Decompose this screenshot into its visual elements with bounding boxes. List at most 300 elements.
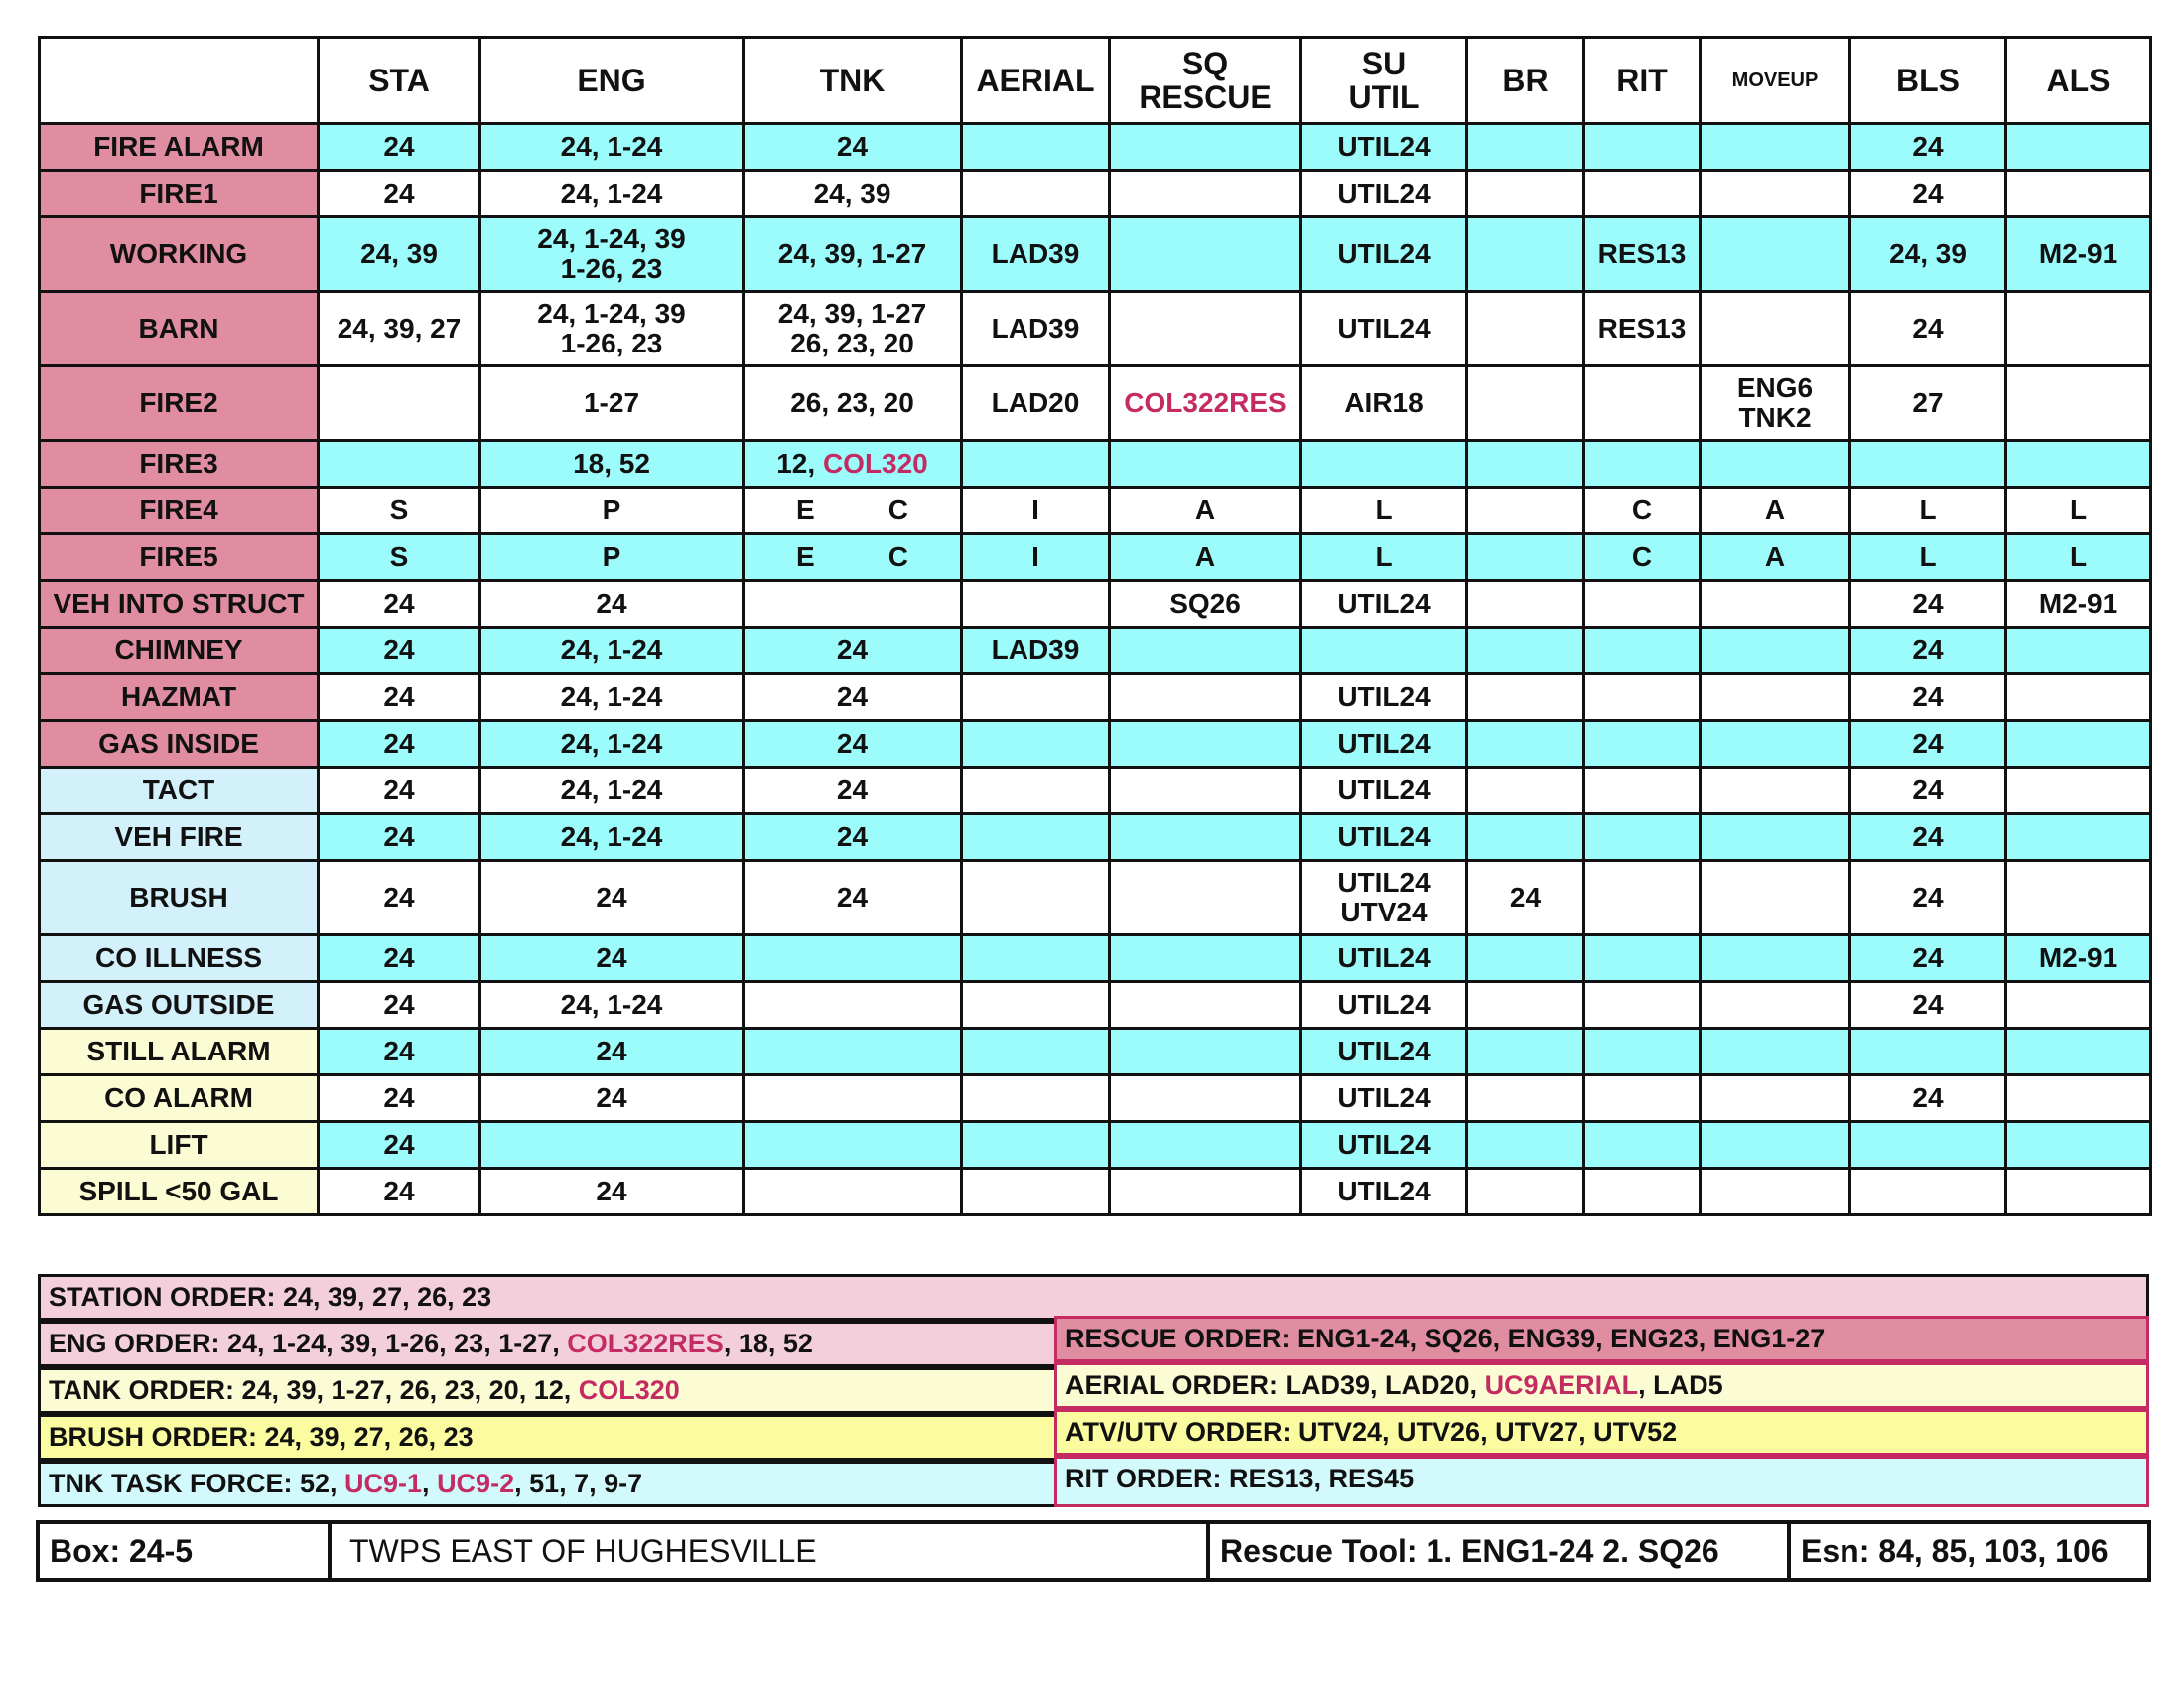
eng-order-text: ENG ORDER: 24, 1-24, 39, 1-26, 23, 1-27, xyxy=(49,1329,568,1358)
row-veh-into-struct xyxy=(40,581,2151,628)
cell-sq xyxy=(1110,1075,1301,1122)
cell-aerial xyxy=(962,1029,1110,1075)
cell-moveup xyxy=(1701,674,1850,721)
dispatch-grid xyxy=(38,36,2152,1216)
cell-eng xyxy=(480,1122,744,1169)
cell-eng: 24, 1-24 xyxy=(480,982,744,1029)
cell-br xyxy=(1467,628,1584,674)
cell-moveup xyxy=(1701,1169,1850,1215)
cell-eng: 24 xyxy=(480,861,744,935)
cell-bls: 24 xyxy=(1850,124,2006,171)
cell-sq xyxy=(1110,1122,1301,1169)
cell-su xyxy=(1301,441,1467,488)
cell-aerial xyxy=(962,441,1110,488)
cell-sq xyxy=(1110,814,1301,861)
cell-als xyxy=(2006,768,2151,814)
row-label: LIFT xyxy=(40,1122,319,1169)
cell-rit xyxy=(1584,441,1701,488)
cell-su: UTIL24 xyxy=(1301,171,1467,217)
row-spill-50-gal xyxy=(40,1169,2151,1215)
cell-bls xyxy=(1850,1122,2006,1169)
cell-sq: A xyxy=(1110,534,1301,581)
row-label: GAS OUTSIDE xyxy=(40,982,319,1029)
cell-bls: 24 xyxy=(1850,814,2006,861)
cell-eng: 1-27 xyxy=(480,366,744,441)
cell-tnk xyxy=(744,1169,962,1215)
cell-rit xyxy=(1584,628,1701,674)
header-su-util: SU UTIL xyxy=(1301,38,1467,124)
row-label: BARN xyxy=(40,292,319,366)
cell-tnk: 24, 39, 1-27 26, 23, 20 xyxy=(744,292,962,366)
cell-br xyxy=(1467,581,1584,628)
cell-tnk-red: COL320 xyxy=(822,448,928,479)
cell-eng: 24, 1-24 xyxy=(480,674,744,721)
cell-bls: 24 xyxy=(1850,628,2006,674)
cell-sq xyxy=(1110,292,1301,366)
header-row xyxy=(40,38,2151,124)
cell-sta: 24, 39 xyxy=(319,217,480,292)
cell-br xyxy=(1467,534,1584,581)
row-brush xyxy=(40,861,2151,935)
cell-br xyxy=(1467,441,1584,488)
header-blank xyxy=(40,38,319,124)
cell-tnk-a: E xyxy=(796,541,815,572)
header-sq-rescue: SQ RESCUE xyxy=(1110,38,1301,124)
cell-eng: 24, 1-24 xyxy=(480,628,744,674)
cell-als xyxy=(2006,982,2151,1029)
row-label: TACT xyxy=(40,768,319,814)
cell-bls: 24 xyxy=(1850,171,2006,217)
cell-rit xyxy=(1584,581,1701,628)
cell-bls: 24 xyxy=(1850,292,2006,366)
cell-br xyxy=(1467,721,1584,768)
cell-sq xyxy=(1110,1029,1301,1075)
header-rit: RIT xyxy=(1584,38,1701,124)
cell-su: UTIL24 xyxy=(1301,1075,1467,1122)
header-tnk: TNK xyxy=(744,38,962,124)
cell-tnk: 24 xyxy=(744,124,962,171)
cell-aerial: LAD39 xyxy=(962,217,1110,292)
cell-su: UTIL24 xyxy=(1301,1029,1467,1075)
cell-bls: 24 xyxy=(1850,861,2006,935)
cell-bls xyxy=(1850,441,2006,488)
cell-rit xyxy=(1584,982,1701,1029)
cell-moveup xyxy=(1701,1029,1850,1075)
cell-sq xyxy=(1110,441,1301,488)
brush-order: BRUSH ORDER: 24, 39, 27, 26, 23 xyxy=(38,1414,1060,1461)
cell-sta xyxy=(319,366,480,441)
row-label: FIRE1 xyxy=(40,171,319,217)
cell-rit xyxy=(1584,935,1701,982)
cell-sta: 24 xyxy=(319,768,480,814)
cell-moveup xyxy=(1701,1122,1850,1169)
tnk-tf-tail: , 51, 7, 9-7 xyxy=(514,1469,643,1498)
tank-order-text: TANK ORDER: 24, 39, 1-27, 26, 23, 20, 12, xyxy=(49,1375,579,1405)
header-sta: STA xyxy=(319,38,480,124)
esn-list: Esn: 84, 85, 103, 106 xyxy=(1801,1533,2109,1569)
cell-su: UTIL24 xyxy=(1301,581,1467,628)
cell-moveup xyxy=(1701,171,1850,217)
row-label: GAS INSIDE xyxy=(40,721,319,768)
cell-moveup xyxy=(1701,768,1850,814)
cell-sq xyxy=(1110,217,1301,292)
cell-moveup xyxy=(1701,581,1850,628)
cell-sta: 24 xyxy=(319,1169,480,1215)
cell-aerial: LAD39 xyxy=(962,292,1110,366)
cell-als: M2-91 xyxy=(2006,217,2151,292)
cell-rit xyxy=(1584,1122,1701,1169)
cell-moveup xyxy=(1701,628,1850,674)
cell-aerial xyxy=(962,674,1110,721)
row-still-alarm xyxy=(40,1029,2151,1075)
cell-tnk: 24, 39 xyxy=(744,171,962,217)
cell-bls: 24 xyxy=(1850,935,2006,982)
cell-sta: 24 xyxy=(319,1029,480,1075)
cell-br xyxy=(1467,366,1584,441)
cell-su: UTIL24 xyxy=(1301,124,1467,171)
cell-eng: 24, 1-24, 39 1-26, 23 xyxy=(480,217,744,292)
cell-rit xyxy=(1584,366,1701,441)
cell-moveup: A xyxy=(1701,488,1850,534)
tnk-tf-red1: UC9-1 xyxy=(344,1469,423,1498)
cell-sta: 24 xyxy=(319,628,480,674)
cell-tnk xyxy=(744,935,962,982)
cell-sta xyxy=(319,441,480,488)
cell-aerial: LAD20 xyxy=(962,366,1110,441)
row-label: WORKING xyxy=(40,217,319,292)
cell-moveup: A xyxy=(1701,534,1850,581)
cell-eng: 24 xyxy=(480,935,744,982)
row-label: SPILL <50 GAL xyxy=(40,1169,319,1215)
aerial-order xyxy=(1054,1362,2149,1409)
cell-sta: 24 xyxy=(319,674,480,721)
cell-br xyxy=(1467,814,1584,861)
cell-als xyxy=(2006,124,2151,171)
cell-bls: 24, 39 xyxy=(1850,217,2006,292)
cell-als xyxy=(2006,861,2151,935)
cell-aerial xyxy=(962,935,1110,982)
cell-als xyxy=(2006,721,2151,768)
row-label: BRUSH xyxy=(40,861,319,935)
cell-su: UTIL24 xyxy=(1301,768,1467,814)
row-gas-inside xyxy=(40,721,2151,768)
cell-su: UTIL24 UTV24 xyxy=(1301,861,1467,935)
cell-moveup xyxy=(1701,441,1850,488)
cell-aerial: LAD39 xyxy=(962,628,1110,674)
cell-tnk-b: C xyxy=(887,541,908,572)
cell-moveup xyxy=(1701,292,1850,366)
cell-br xyxy=(1467,1029,1584,1075)
cell-tnk: 24, 39, 1-27 xyxy=(744,217,962,292)
cell-tnk xyxy=(744,534,962,581)
cell-br xyxy=(1467,488,1584,534)
cell-rit: RES13 xyxy=(1584,217,1701,292)
cell-br xyxy=(1467,171,1584,217)
row-hazmat xyxy=(40,674,2151,721)
cell-su: UTIL24 xyxy=(1301,982,1467,1029)
station-order: STATION ORDER: 24, 39, 27, 26, 23 xyxy=(38,1274,2149,1321)
cell-su: UTIL24 xyxy=(1301,1169,1467,1215)
cell-aerial xyxy=(962,721,1110,768)
row-co-illness xyxy=(40,935,2151,982)
cell-bls: 24 xyxy=(1850,721,2006,768)
cell-sq xyxy=(1110,768,1301,814)
row-label: VEH FIRE xyxy=(40,814,319,861)
aerial-order-tail: , LAD5 xyxy=(1638,1370,1723,1400)
cell-sta: 24, 39, 27 xyxy=(319,292,480,366)
cell-tnk-split xyxy=(749,542,956,572)
cell-sq xyxy=(1110,171,1301,217)
cell-bls: 24 xyxy=(1850,581,2006,628)
cell-tnk xyxy=(744,581,962,628)
cell-rit xyxy=(1584,171,1701,217)
cell-sq xyxy=(1110,674,1301,721)
cell-sq xyxy=(1110,935,1301,982)
row-label: VEH INTO STRUCT xyxy=(40,581,319,628)
cell-eng: 24, 1-24 xyxy=(480,768,744,814)
row-tact xyxy=(40,768,2151,814)
cell-als: M2-91 xyxy=(2006,935,2151,982)
row-working xyxy=(40,217,2151,292)
cell-als xyxy=(2006,1075,2151,1122)
row-label: FIRE ALARM xyxy=(40,124,319,171)
row-chimney xyxy=(40,628,2151,674)
cell-rit xyxy=(1584,674,1701,721)
row-label: CO ALARM xyxy=(40,1075,319,1122)
eng-order-red: COL322RES xyxy=(567,1329,724,1358)
cell-tnk xyxy=(744,1029,962,1075)
cell-als xyxy=(2006,1029,2151,1075)
cell-als: M2-91 xyxy=(2006,581,2151,628)
cell-tnk-a: E xyxy=(796,494,815,525)
cell-sq xyxy=(1110,628,1301,674)
cell-als xyxy=(2006,366,2151,441)
cell-su: UTIL24 xyxy=(1301,217,1467,292)
cell-tnk xyxy=(744,982,962,1029)
atv-utv-order: ATV/UTV ORDER: UTV24, UTV26, UTV27, UTV52 xyxy=(1054,1409,2149,1456)
cell-br xyxy=(1467,217,1584,292)
row-fire4 xyxy=(40,488,2151,534)
cell-su: UTIL24 xyxy=(1301,814,1467,861)
tnk-task-force xyxy=(38,1461,1060,1507)
cell-rit: C xyxy=(1584,534,1701,581)
cell-als xyxy=(2006,441,2151,488)
header-br: BR xyxy=(1467,38,1584,124)
rit-order: RIT ORDER: RES13, RES45 xyxy=(1054,1456,2149,1507)
cell-sta: 24 xyxy=(319,124,480,171)
cell-br xyxy=(1467,1169,1584,1215)
cell-rit xyxy=(1584,1075,1701,1122)
row-label: FIRE4 xyxy=(40,488,319,534)
cell-sta: 24 xyxy=(319,814,480,861)
cell-aerial: I xyxy=(962,534,1110,581)
cell-br xyxy=(1467,935,1584,982)
cell-br xyxy=(1467,768,1584,814)
cell-br xyxy=(1467,292,1584,366)
cell-rit xyxy=(1584,124,1701,171)
row-label: CO ILLNESS xyxy=(40,935,319,982)
tnk-tf-text: TNK TASK FORCE: 52, xyxy=(49,1469,345,1498)
cell-aerial xyxy=(962,1169,1110,1215)
tank-order xyxy=(38,1367,1060,1414)
cell-aerial xyxy=(962,814,1110,861)
cell-rit xyxy=(1584,814,1701,861)
cell-su: UTIL24 xyxy=(1301,721,1467,768)
cell-bls: L xyxy=(1850,488,2006,534)
cell-br xyxy=(1467,1122,1584,1169)
cell-rit xyxy=(1584,861,1701,935)
cell-su: L xyxy=(1301,488,1467,534)
cell-sq xyxy=(1110,861,1301,935)
rescue-order: RESCUE ORDER: ENG1-24, SQ26, ENG39, ENG23, ENG1-27 xyxy=(1054,1316,2149,1362)
cell-moveup xyxy=(1701,217,1850,292)
cell-sta: 24 xyxy=(319,982,480,1029)
cell-sq: SQ26 xyxy=(1110,581,1301,628)
cell-sq: COL322RES xyxy=(1110,366,1301,441)
row-label: FIRE2 xyxy=(40,366,319,441)
cell-su: UTIL24 xyxy=(1301,674,1467,721)
row-fire-alarm xyxy=(40,124,2151,171)
row-fire5 xyxy=(40,534,2151,581)
eng-order-tail: , 18, 52 xyxy=(723,1329,813,1358)
header-bls: BLS xyxy=(1850,38,2006,124)
cell-eng: 24, 1-24 xyxy=(480,171,744,217)
cell-als xyxy=(2006,292,2151,366)
cell-su: UTIL24 xyxy=(1301,1122,1467,1169)
cell-als: L xyxy=(2006,488,2151,534)
cell-br xyxy=(1467,674,1584,721)
cell-eng: 24 xyxy=(480,581,744,628)
cell-aerial: I xyxy=(962,488,1110,534)
tank-order-red: COL320 xyxy=(578,1375,680,1405)
cell-eng: 24, 1-24, 39 1-26, 23 xyxy=(480,292,744,366)
tnk-tf-sep: , xyxy=(422,1469,438,1498)
cell-bls: L xyxy=(1850,534,2006,581)
cell-tnk xyxy=(744,488,962,534)
cell-tnk: 24 xyxy=(744,674,962,721)
row-label: STILL ALARM xyxy=(40,1029,319,1075)
cell-aerial xyxy=(962,1075,1110,1122)
cell-tnk xyxy=(744,1122,962,1169)
cell-eng: 18, 52 xyxy=(480,441,744,488)
cell-sta: 24 xyxy=(319,721,480,768)
row-lift xyxy=(40,1122,2151,1169)
rescue-tool: Rescue Tool: 1. ENG1-24 2. SQ26 xyxy=(1210,1524,1791,1578)
cell-tnk-split xyxy=(749,495,956,525)
cell-sq xyxy=(1110,1169,1301,1215)
cell-sq: A xyxy=(1110,488,1301,534)
cell-tnk: 24 xyxy=(744,861,962,935)
cell-tnk-b: C xyxy=(887,494,908,525)
aerial-order-red: UC9AERIAL xyxy=(1484,1370,1639,1400)
cell-su: L xyxy=(1301,534,1467,581)
cell-eng: P xyxy=(480,488,744,534)
cell-eng: P xyxy=(480,534,744,581)
cell-sta: 24 xyxy=(319,171,480,217)
row-barn xyxy=(40,292,2151,366)
cell-als xyxy=(2006,171,2151,217)
cell-sta: 24 xyxy=(319,581,480,628)
cell-sta: 24 xyxy=(319,935,480,982)
header-moveup: MOVEUP xyxy=(1701,38,1850,124)
cell-moveup xyxy=(1701,982,1850,1029)
cell-sq xyxy=(1110,124,1301,171)
cell-als xyxy=(2006,674,2151,721)
header-als: ALS xyxy=(2006,38,2151,124)
row-fire1 xyxy=(40,171,2151,217)
cell-bls: 24 xyxy=(1850,674,2006,721)
aerial-order-text: AERIAL ORDER: LAD39, LAD20, xyxy=(1065,1370,1485,1400)
cell-br: 24 xyxy=(1467,861,1584,935)
row-fire2 xyxy=(40,366,2151,441)
cell-moveup xyxy=(1701,721,1850,768)
cell-moveup: ENG6 TNK2 xyxy=(1701,366,1850,441)
cell-aerial xyxy=(962,768,1110,814)
cell-tnk xyxy=(744,1075,962,1122)
cell-eng: 24 xyxy=(480,1075,744,1122)
cell-eng: 24, 1-24 xyxy=(480,814,744,861)
cell-eng: 24 xyxy=(480,1029,744,1075)
row-label: CHIMNEY xyxy=(40,628,319,674)
header-eng: ENG xyxy=(480,38,744,124)
cell-als: L xyxy=(2006,534,2151,581)
cell-bls: 24 xyxy=(1850,1075,2006,1122)
cell-sq xyxy=(1110,982,1301,1029)
tnk-tf-red2: UC9-2 xyxy=(437,1469,515,1498)
cell-sta: S xyxy=(319,534,480,581)
cell-rit: RES13 xyxy=(1584,292,1701,366)
cell-als xyxy=(2006,1169,2151,1215)
cell-tnk-text: 12, xyxy=(776,448,823,479)
cell-br xyxy=(1467,124,1584,171)
grid-body xyxy=(40,124,2151,1215)
cell-aerial xyxy=(962,171,1110,217)
cell-bls xyxy=(1850,1029,2006,1075)
eng-order xyxy=(38,1321,1060,1367)
cell-su: UTIL24 xyxy=(1301,935,1467,982)
cell-tnk xyxy=(744,441,962,488)
cell-bls: 24 xyxy=(1850,982,2006,1029)
cell-moveup xyxy=(1701,861,1850,935)
area-description: TWPS EAST OF HUGHESVILLE xyxy=(332,1524,1210,1578)
row-fire3 xyxy=(40,441,2151,488)
cell-rit: C xyxy=(1584,488,1701,534)
cell-rit xyxy=(1584,1169,1701,1215)
cell-su: UTIL24 xyxy=(1301,292,1467,366)
cell-br xyxy=(1467,1075,1584,1122)
cell-bls: 27 xyxy=(1850,366,2006,441)
row-gas-outside xyxy=(40,982,2151,1029)
cell-tnk: 26, 23, 20 xyxy=(744,366,962,441)
cell-aerial xyxy=(962,982,1110,1029)
cell-bls: 24 xyxy=(1850,768,2006,814)
cell-als xyxy=(2006,814,2151,861)
cell-eng: 24 xyxy=(480,1169,744,1215)
cell-bls xyxy=(1850,1169,2006,1215)
cell-moveup xyxy=(1701,935,1850,982)
cell-tnk: 24 xyxy=(744,628,962,674)
cell-aerial xyxy=(962,581,1110,628)
cell-su xyxy=(1301,628,1467,674)
cell-als xyxy=(2006,628,2151,674)
cell-rit xyxy=(1584,721,1701,768)
box-number: Box: 24-5 xyxy=(40,1524,332,1578)
cell-moveup xyxy=(1701,814,1850,861)
cell-eng: 24, 1-24 xyxy=(480,721,744,768)
cell-rit xyxy=(1584,1029,1701,1075)
cell-sq xyxy=(1110,721,1301,768)
row-label: HAZMAT xyxy=(40,674,319,721)
